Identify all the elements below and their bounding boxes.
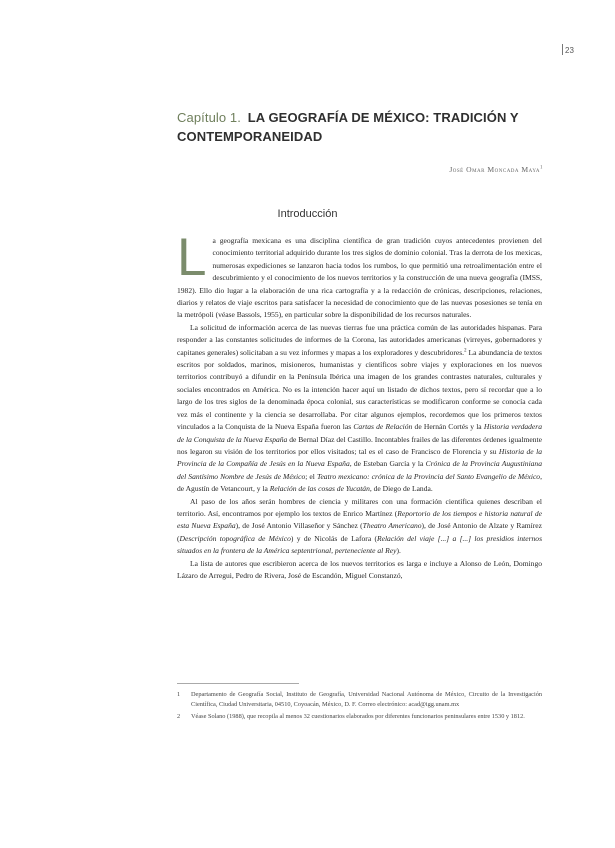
footnote-1: 1 Departamento de Geografía Social, Instituto de Geografía, Universidad Nacional Autónoma de México, Circuito de la Investigación Científica, Ciudad Universitaria, 04510, Coyoacán, México, D. F. Correo electrónico: acad@igg.unam.mx (177, 691, 542, 708)
paragraph-3: Al paso de los años serán hombres de ciencia y militares con una formación científica quienes describan el territorio. Así, encontramos por ejemplo los textos de Enrico Martínez (Reportorio de los tiempos e historia natural de esta Nueva España), de José Antonio Villaseñor y Sánchez (Theatro Americano), de José Antonio de Alzate y Ramírez (Descripción topográfica de México) y de Nicolás de Lafora (Relación del viaje [...] a [...] los presidios internos situados en la frontera de la América septentrional, perteneciente al Rey). (177, 496, 543, 556)
book-title: Crónica de la Provincia Augustiniana del Santísimo Nombre de Jesús de México (177, 459, 542, 481)
page-number-rule (562, 44, 563, 55)
book-title: Reportorio de los tiempos e historia natural de esta Nueva España (177, 508, 542, 531)
book-title: Relación de las cosas de Yucatán (269, 484, 370, 494)
chapter-title-text: LA GEOGRAFÍA DE MÉXICO: TRADICIÓN Y CONTEMPORANEIDAD (177, 110, 519, 144)
paragraph-4: La lista de autores que escribieron acerca de los nuevos territorios es larga e incluye a Alonso de León, Domingo Lázaro de Arregui, Pedro de Rivera, José de Escandón, Miguel Constanzó, (177, 558, 542, 580)
author-name: José Omar Moncada Maya$^1$ (449, 165, 543, 174)
book-title: Cartas de Relación (353, 422, 413, 432)
chapter-prefix: Capítulo 1. (177, 110, 241, 125)
footnote-rule (177, 683, 299, 684)
book-title: Descripción topográfica de México (179, 533, 291, 543)
chapter-title (177, 108, 537, 146)
page-number: 23 (562, 44, 574, 55)
body-text (177, 228, 543, 582)
section-title: Introducción (277, 208, 338, 220)
paragraph-1: La geografía mexicana es una disciplina científica de gran tradición cuyos antecedentes provienen del conocimiento territorial adquirido durante los tres siglos de dominio colonial. Tras la derrota de los mexicas, numerosas expediciones se lanzaron hacia todos los rumbos, lo que permitió una retroalimentación entre el descubrimiento y el conocimiento de los nuevos territorios y la construcción de una nueva geografía (IMSS, 1982). Ello dio lugar a la elaboración de una rica cartografía y a la redacción de crónicas, descripciones, relaciones, diarios y relatos de viaje escritos para satisfacer la necesidad de conocimiento que de las nuevas posesiones se tenía en la metrópoli (véase Bassols, 1955), en particular sobre la disponibilidad de los recursos naturales. (177, 228, 542, 320)
book-title: Historia de la Provincia de la Compañía de Jesús en la Nueva España (177, 446, 542, 469)
book-title: Relación del viaje [...] a [...] los presidios internos situados en la frontera de la América septentrional, perteneciente al Rey (177, 533, 543, 556)
author-footnote-mark: 1 (540, 165, 543, 171)
drop-cap: L (177, 228, 207, 287)
paragraph-2: La solicitud de información acerca de las nuevas tierras fue una práctica común de las autoridades hispanas. Para responder a las constantes solicitudes de informes de la Corona, las autoridades americanas (virreyes, gobernadores y capitanes generales) solicitaban a su vez informes y mapas a los exploradores y descubridores.$^2$ La abundancia de textos escritos por soldados, marinos, misioneros, humanistas y científicos sobre viajes y exploraciones en los nuevos territorios contribuyó a difundir en la Península Ibérica una imagen de los grandes contrastes naturales, culturales y sociales encontrados en América. No es la intención hacer aquí un listado de dichos textos, pero sí recordar que a lo largo de los tres siglos de la denominada época colonial, sus características se modificaron conforme se conocía cada vez más el continente y la ciencia se desarrollaba. Por citar algunos ejemplos, recordemos que los primeros textos vinculados a la Conquista de la Nueva España fueron las Cartas de Relación de Hernán Cortés y la Historia verdadera de la Conquista de la Nueva España de Bernal Díaz del Castillo. Incontables frailes de las diferentes órdenes igualmente nos legaron su visión de los territorios por ellos visitados; tal es el caso de Francisco de Florencia y su Historia de la Provincia de la Compañía de Jesús en la Nueva España, de Esteban García y la Crónica de la Provincia Augustiniana del Santísimo Nombre de Jesús de México; el Teatro mexicano: crónica de la Provincia del Santo Evangelio de México, de Agustín de Vetancourt, y la Relación de las cosas de Yucatán, de Diego de Landa. (177, 322, 542, 494)
book-title: Theatro Americano (362, 521, 422, 531)
book-title: Historia verdadera de la Conquista de la Nueva España (177, 422, 542, 444)
book-title: Teatro mexicano: crónica de la Provincia del Santo Evangelio de México (316, 471, 541, 481)
footnote-mark: 2 (464, 348, 467, 354)
footnotes (177, 690, 542, 724)
footnote-2: 2 Véase Solano (1988), que recopila al menos 32 cuestionarios elaborados por diferentes funcionarios peninsulares entre 1530 y 1812. (177, 713, 525, 720)
